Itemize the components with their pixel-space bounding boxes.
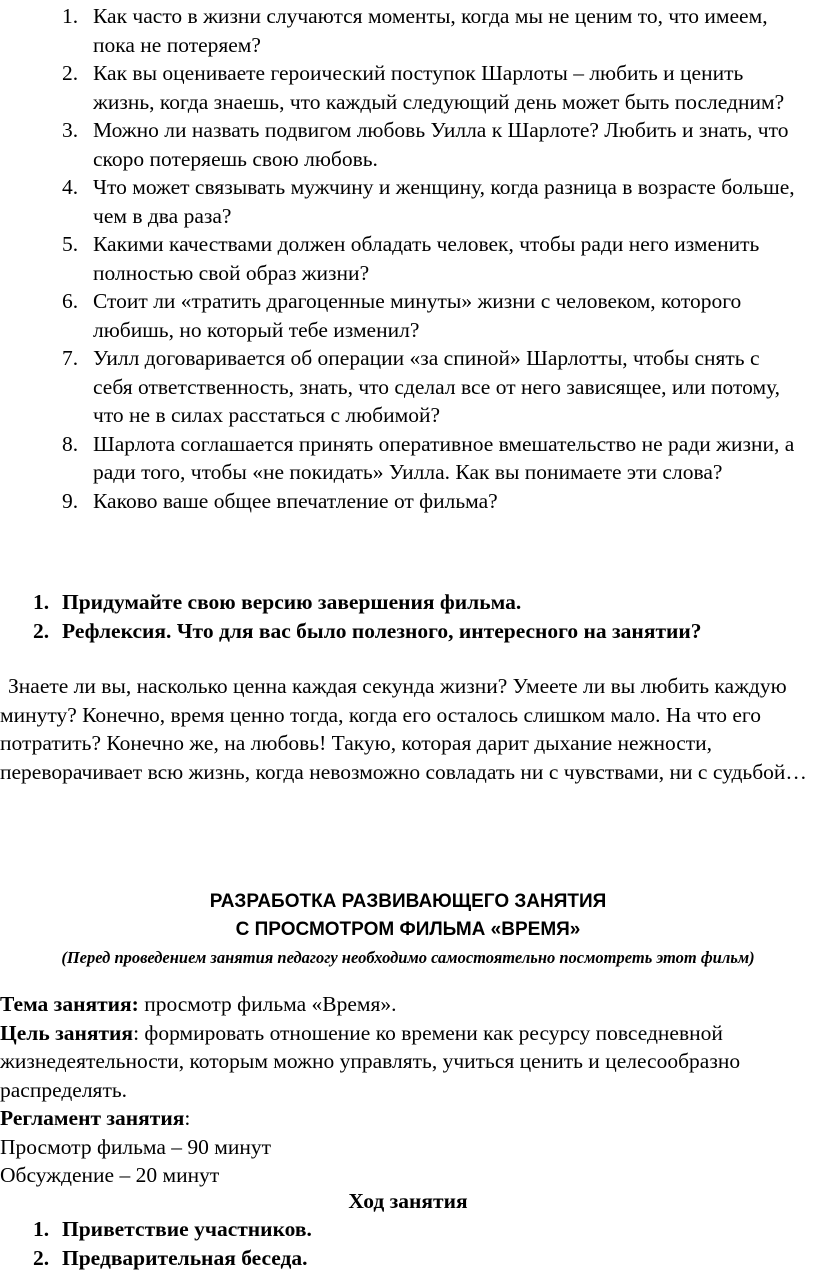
question-number: 9. xyxy=(62,487,78,516)
topic-label: Тема занятия: xyxy=(0,992,139,1016)
question-text: Какими качествами должен обладать человек, чтобы ради него изменить полностью свой образ жизни? xyxy=(93,232,759,285)
question-number: 6. xyxy=(62,287,78,316)
section-title-line-2: С ПРОСМОТРОМ ФИЛЬМА «ВРЕМЯ» xyxy=(0,916,816,945)
question-number: 4. xyxy=(62,173,78,202)
step-number: 1. xyxy=(33,1215,49,1244)
task-item xyxy=(0,588,816,617)
reglament-colon: : xyxy=(184,1106,190,1130)
question-number: 2. xyxy=(62,59,78,88)
goal-label: Цель занятия xyxy=(0,1021,133,1045)
topic-line xyxy=(0,990,812,1019)
question-text: Что может связывать мужчину и женщину, когда разница в возрасте больше, чем в два раза? xyxy=(93,175,795,228)
question-item xyxy=(0,344,816,430)
goal-line xyxy=(0,1019,812,1105)
section-title-line-1: РАЗРАБОТКА РАЗВИВАЮЩЕГО ЗАНЯТИЯ xyxy=(0,888,816,917)
question-item xyxy=(0,173,816,230)
question-text: Уилл договаривается об операции «за спиной» Шарлотты, чтобы снять с себя ответственность, знать, что сделал все от него зависящее, или потому, что не в силах расстаться с любимой? xyxy=(93,346,780,427)
question-item xyxy=(0,230,816,287)
question-number: 1. xyxy=(62,2,78,31)
reglament-line xyxy=(0,1104,812,1133)
topic-value: просмотр фильма «Время». xyxy=(139,992,397,1016)
goal-value: : формировать отношение ко времени как ресурсу повседневной жизнедеятельности, которым можно управлять, учиться ценить и целесообразно распределять. xyxy=(0,1021,740,1102)
question-text: Шарлота соглашается принять оперативное вмешательство не ради жизни, а ради того, чтобы «не покидать» Уилла. Как вы понимаете эти слова? xyxy=(93,432,794,485)
task-item xyxy=(0,617,816,646)
step-item xyxy=(0,1215,816,1244)
question-number: 3. xyxy=(62,116,78,145)
intro-paragraph: Знаете ли вы, насколько ценна каждая секунда жизни? Умеете ли вы любить каждую минуту? Конечно, время ценно тогда, когда его осталось слишком мало. На что его потратить? Конечно же, на любовь! Такую, которая дарит дыхание нежности, переворачивает всю жизнь, когда невозможно совладать ни с чувствами, ни с судьбой… xyxy=(0,672,810,786)
discussion-questions-list xyxy=(0,2,816,515)
question-item xyxy=(0,59,816,116)
section-subtitle: (Перед проведением занятия педагогу необходимо самостоятельно посмотреть этот фильм) xyxy=(0,944,816,973)
question-text: Каково ваше общее впечатление от фильма? xyxy=(93,489,498,513)
question-text: Стоит ли «тратить драгоценные минуты» жизни с человеком, которого любишь, но который тебе изменил? xyxy=(93,289,741,342)
step-text: Предварительная беседа. xyxy=(62,1246,308,1270)
question-number: 5. xyxy=(62,230,78,259)
question-item xyxy=(0,2,816,59)
step-number: 2. xyxy=(33,1244,49,1272)
tasks-list xyxy=(0,588,816,645)
question-item xyxy=(0,287,816,344)
reglament-label: Регламент занятия xyxy=(0,1106,184,1130)
question-text: Можно ли назвать подвигом любовь Уилла к Шарлоте? Любить и знать, что скоро потеряешь свою любовь. xyxy=(93,118,788,171)
question-text: Как часто в жизни случаются моменты, когда мы не ценим то, что имеем, пока не потеряем? xyxy=(93,4,768,57)
course-title: Ход занятия xyxy=(0,1187,816,1216)
question-number: 8. xyxy=(62,430,78,459)
question-text: Как вы оцениваете героический поступок Шарлоты – любить и ценить жизнь, когда знаешь, что каждый следующий день может быть последним? xyxy=(93,61,784,114)
question-number: 7. xyxy=(62,344,78,373)
task-text: Придумайте свою версию завершения фильма. xyxy=(62,590,521,614)
step-item xyxy=(0,1244,816,1272)
reglament-item-discussion: Обсуждение – 20 минут xyxy=(0,1161,812,1190)
question-item xyxy=(0,487,816,516)
step-text: Приветствие участников. xyxy=(62,1217,312,1241)
lesson-info xyxy=(0,990,812,1190)
task-number: 1. xyxy=(33,588,49,617)
task-number: 2. xyxy=(33,617,49,646)
course-steps-list xyxy=(0,1215,816,1272)
task-text: Рефлексия. Что для вас было полезного, интересного на занятии? xyxy=(62,619,702,643)
question-item xyxy=(0,430,816,487)
question-item xyxy=(0,116,816,173)
reglament-item-viewing: Просмотр фильма – 90 минут xyxy=(0,1133,812,1162)
